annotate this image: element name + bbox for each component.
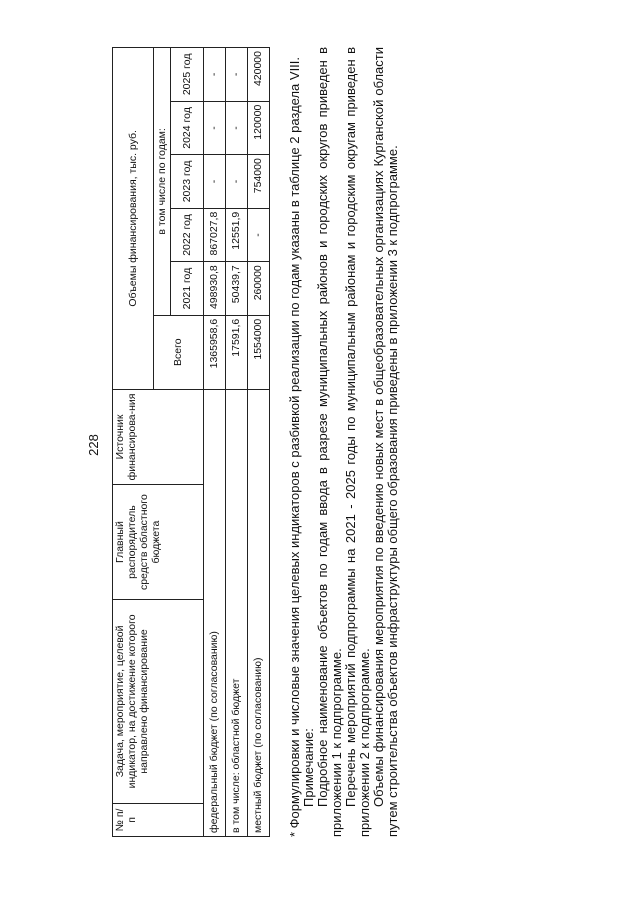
header-task: Задача, мероприятие, целевой индикатор, на достижение которого направлено финансирование [113,599,204,803]
note-paragraph: Подробное наименование объектов по годам ввода в разрезе муниципальных районов и городских округов приведен в приложении 1 к подпрограмме. [315,47,345,837]
row-label: местный бюджет (по согласованию) [248,389,270,836]
row-value: 50439,7 [226,262,248,316]
note-paragraph: Перечень мероприятий подпрограммы на 2021 - 2025 годы по муниципальным районам и городским округам приведен в приложении 2 к подпрограмме. [343,47,373,837]
header-year: 2025 год [171,48,204,102]
footnote: * Формулировки и числовые значения целевых индикаторов с разбивкой реализации по годам указаны в таблице 2 раздела VIII. [287,56,302,837]
rotated-page [82,45,452,845]
row-total: 1554000 [248,315,270,389]
row-value: - [226,48,248,102]
header-by-years: в том числе по годам: [154,48,171,316]
row-value: 120000 [248,101,270,155]
header-year: 2024 год [171,101,204,155]
row-label: федеральный бюджет (по согласованию) [204,389,226,836]
row-value: - [204,48,226,102]
table-row [204,48,226,837]
notes-heading: Примечание: [301,728,317,807]
row-label: в том числе: областной бюджет [226,389,248,836]
row-value: - [226,101,248,155]
header-year: 2022 год [171,208,204,262]
row-total: 17591,6 [226,315,248,389]
row-value: 867027,8 [204,208,226,262]
header-volumes: Объемы финансирования, тыс. руб. [113,48,154,390]
row-value: 498930,8 [204,262,226,316]
header-year: 2023 год [171,155,204,209]
header-num: № п/п [113,803,204,836]
row-total: 1365958,6 [204,315,226,389]
row-value: - [226,155,248,209]
header-total: Всего [154,315,204,389]
row-value: 12551,9 [226,208,248,262]
header-source: Источник финансирова-ния [113,389,204,485]
row-value: - [204,155,226,209]
header-manager: Главный распорядитель средств областного бюджета [113,485,204,600]
row-value: - [248,208,270,262]
row-value: - [204,101,226,155]
table-row [248,48,270,837]
row-value: 420000 [248,48,270,102]
header-year: 2021 год [171,262,204,316]
note-paragraph: Объемы финансирования мероприятия по введению новых мест в общеобразовательных организациях Курганской области путем строительства объектов инфраструктуры общего образования приведены в приложении 3 к подпрограмме. [371,47,401,837]
notes-block [288,47,400,837]
page-number: 228 [86,434,101,456]
row-value: 260000 [248,262,270,316]
table-row [226,48,248,837]
financing-table [112,47,270,837]
row-value: 754000 [248,155,270,209]
